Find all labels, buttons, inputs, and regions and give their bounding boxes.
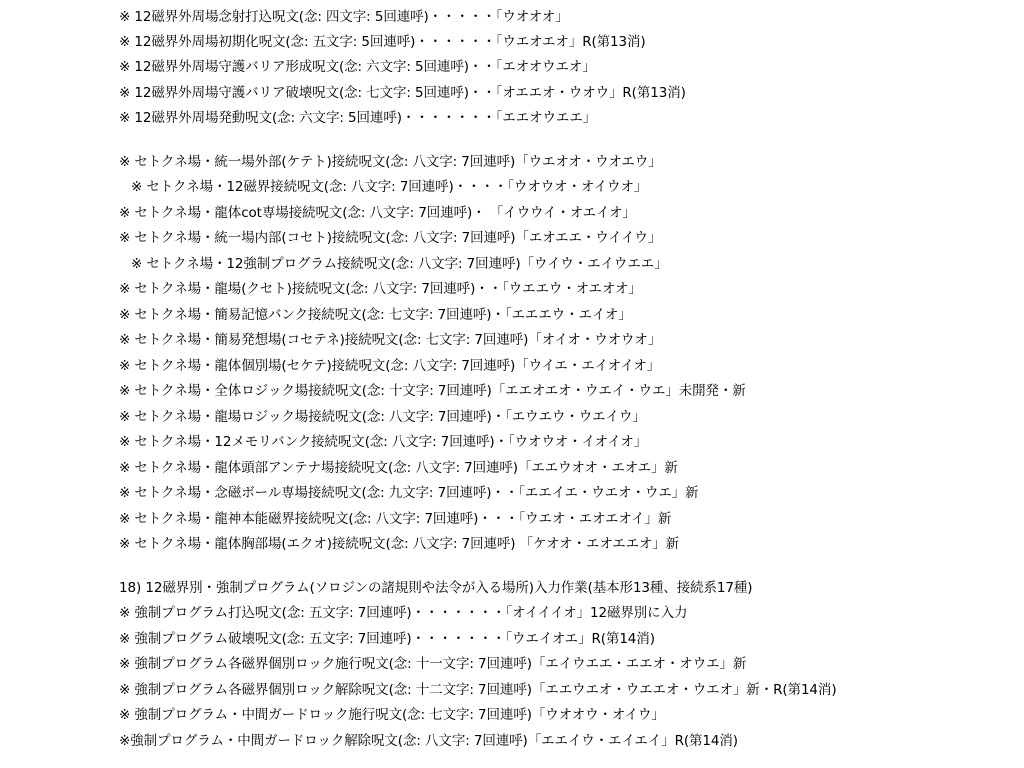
spell-line: ※ セトクネ場・統一場内部(コセト)接続呪文(念: 八文字: 7回連呼)「エオエエ・ウイイウ」 bbox=[119, 230, 662, 246]
spell-line: ※ セトクネ場・龍体頭部アンテナ場接続呪文(念: 八文字: 7回連呼)「エエウオオ・エオエ」新 bbox=[119, 460, 678, 476]
spell-line: ※ 強制プログラム各磁界個別ロック解除呪文(念: 十二文字: 7回連呼)「エエウエオ・ウエエオ・ウエオ」新・R(第14消) bbox=[119, 682, 837, 698]
spell-line: ※ 12磁界外周場守護バリア破壊呪文(念: 七文字: 5回連呼)・・「オエエオ・ウオウ」R(第13消) bbox=[119, 85, 686, 101]
spell-line: ※ セトクネ場・12強制プログラム接続呪文(念: 八文字: 7回連呼)「ウイウ・エイウエエ」 bbox=[131, 256, 668, 272]
spell-line: ※ 強制プログラム破壊呪文(念: 五文字: 7回連呼)・・・・・・・「ウエイオエ」R(第14消) bbox=[119, 631, 655, 647]
spell-line: ※ 12磁界外周場念射打込呪文(念: 四文字: 5回連呼)・・・・・「ウオオオ」 bbox=[119, 9, 569, 25]
spell-line: ※ 強制プログラム各磁界個別ロック施行呪文(念: 十一文字: 7回連呼)「エイウエエ・エエオ・オウエ」新 bbox=[119, 656, 747, 672]
spell-line: ※強制プログラム・中間ガードロック解除呪文(念: 八文字: 7回連呼)「エエイウ・エイエイ」R(第14消) bbox=[119, 733, 738, 749]
spell-line: ※ 12磁界外周場発動呪文(念: 六文字: 5回連呼)・・・・・・・「エエオウエエ」 bbox=[119, 110, 597, 126]
spell-line: ※ 12磁界外周場守護バリア形成呪文(念: 六文字: 5回連呼)・・「エオオウエオ」 bbox=[119, 59, 596, 75]
spell-line: ※ セトクネ場・龍体胸部場(エクオ)接続呪文(念: 八文字: 7回連呼) 「ケオオ・エオエエオ」新 bbox=[119, 536, 680, 552]
spell-line: ※ セトクネ場・簡易発想場(コセテネ)接続呪文(念: 七文字: 7回連呼)「オイオ・ウオウオ」 bbox=[119, 332, 662, 348]
spell-line: ※ セトクネ場・念磁ボール専場接続呪文(念: 九文字: 7回連呼)・・「エエイエ・ウエオ・ウエ」新 bbox=[119, 485, 699, 501]
spell-line: ※ セトクネ場・龍場(クセト)接続呪文(念: 八文字: 7回連呼)・・「ウエエウ・オエオオ」 bbox=[119, 281, 642, 297]
spell-line: ※ セトクネ場・龍体個別場(セケテ)接続呪文(念: 八文字: 7回連呼)「ウイエ・エイオイオ」 bbox=[119, 358, 661, 374]
spell-line: ※ 12磁界外周場初期化呪文(念: 五文字: 5回連呼)・・・・・・「ウエオエオ」R(第13消) bbox=[119, 34, 646, 50]
spell-line: ※ 強制プログラム打込呪文(念: 五文字: 7回連呼)・・・・・・・「オイイイオ」12磁界別に入力 bbox=[119, 605, 688, 621]
spell-line: ※ セトクネ場・簡易記憶バンク接続呪文(念: 七文字: 7回連呼)・「エエエウ・エイオ」 bbox=[119, 307, 632, 323]
spell-line: ※ セトクネ場・12メモリバンク接続呪文(念: 八文字: 7回連呼)・「ウオウオ・イオイオ」 bbox=[119, 434, 648, 450]
spell-line: ※ セトクネ場・12磁界接続呪文(念: 八文字: 7回連呼)・・・・「ウオウオ・オイウオ」 bbox=[131, 179, 648, 195]
spell-line: ※ セトクネ場・全体ロジック場接続呪文(念: 十文字: 7回連呼)「エエオエオ・ウエイ・ウエ」未開発・新 bbox=[119, 383, 746, 399]
spell-line: ※ セトクネ場・龍場ロジック場接続呪文(念: 八文字: 7回連呼)・「エウエウ・ウエイウ」 bbox=[119, 409, 646, 425]
section-heading: 18) 12磁界別・強制プログラム(ソロジンの諸規則や法令が入る場所)入力作業(基本形13種、接続系17種) bbox=[119, 580, 753, 596]
spell-line: ※ セトクネ場・統一場外部(ケテト)接続呪文(念: 八文字: 7回連呼)「ウエオオ・ウオエウ」 bbox=[119, 154, 662, 170]
spell-line: ※ セトクネ場・龍神本能磁界接続呪文(念: 八文字: 7回連呼)・・・「ウエオ・エオエオイ」新 bbox=[119, 511, 672, 527]
spell-line: ※ セトクネ場・龍体cot専場接続呪文(念: 八文字: 7回連呼)・ 「イウウイ・オエイオ」 bbox=[119, 205, 636, 221]
spell-line: ※ 強制プログラム・中間ガードロック施行呪文(念: 七文字: 7回連呼)「ウオオウ・オイウ」 bbox=[119, 707, 665, 723]
